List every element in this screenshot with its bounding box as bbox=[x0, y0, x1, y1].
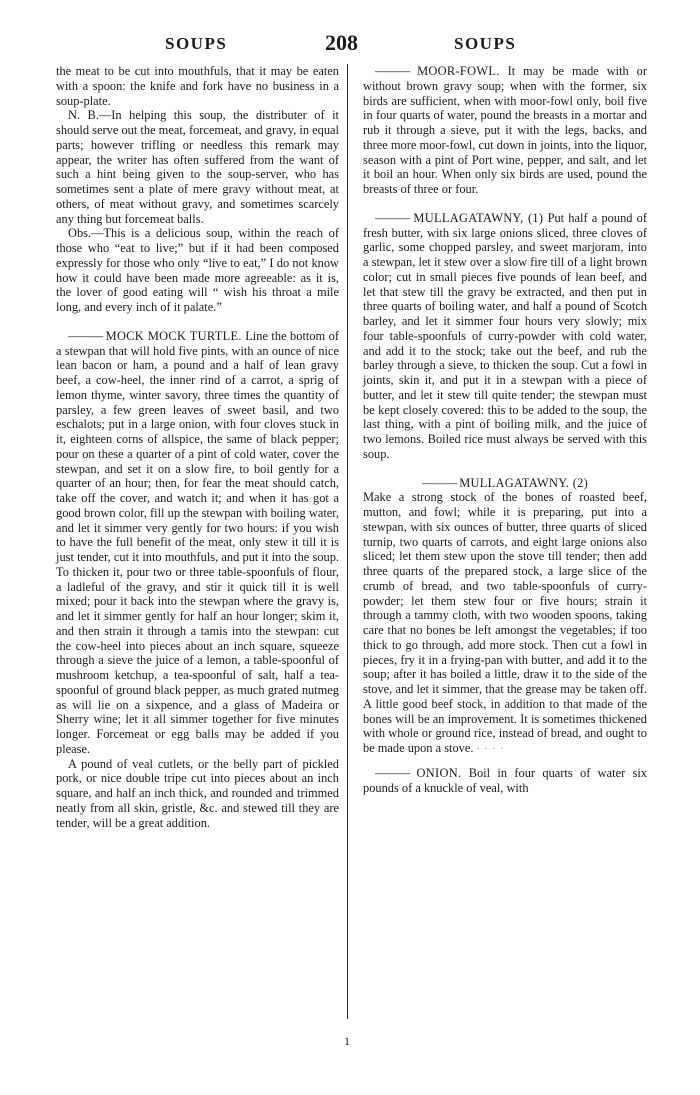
recipe-mullagatawny-2-body bbox=[363, 490, 647, 758]
paragraph-continuation: the meat to be cut into mouthfuls, that it may be eaten with a spoon: the knife and fork have no business in a soup-plate. bbox=[56, 64, 339, 108]
recipe-onion bbox=[363, 766, 647, 796]
recipe-dash: ——— bbox=[375, 210, 410, 225]
running-header bbox=[0, 30, 700, 56]
header-right-title: SOUPS bbox=[454, 34, 517, 53]
recipe-moor-fowl bbox=[363, 64, 647, 197]
recipe-mock-mock-turtle bbox=[56, 329, 339, 757]
spacer bbox=[363, 462, 647, 476]
spacer bbox=[363, 197, 647, 211]
recipe-body: Boil in four quarts of water six pounds of a knuckle of veal, with bbox=[363, 765, 647, 795]
recipe-dash: ——— bbox=[421, 475, 457, 490]
recipe-title: MOOR-FOWL. bbox=[417, 64, 500, 78]
page-number: 208 bbox=[325, 30, 358, 55]
spacer bbox=[363, 758, 647, 766]
recipe-title: MULLAGATAWNY. (2) bbox=[459, 475, 589, 490]
recipe-title: MOCK MOCK TURTLE. bbox=[105, 328, 242, 343]
right-column bbox=[363, 64, 647, 795]
recipe-mullagatawny-2-heading bbox=[363, 476, 647, 491]
signature-mark: 1 bbox=[344, 1034, 350, 1048]
recipe-dash: ——— bbox=[375, 64, 410, 78]
recipe-mullagatawny-1 bbox=[363, 211, 647, 462]
recipe-title: MULLAGATAWNY, (1) bbox=[413, 210, 544, 225]
recipe-body: Make a strong stock of the bones of roasted beef, mutton, and fowl; while it is preparing, put into a stewpan, with six ounces of butter, three quarts of sliced turnip, two quarts of carrots, and eight large onions also sliced; let them stew upon the stove till tender; then add three quarts of the prepared stock, a large slice of the crumb of bread, and two table-spoonfuls of curry-powder; let them stew four or five hours; strain it through a tammy cloth, with two wooden spoons, taking care that no bones be left amongst the vegetables; if too thick to go through, add more stock. Then cut a fowl in pieces, fry it in a frying-pan with butter, and add it to the soup; after it has boiled a little, draw it to the side of the stove, and let it simmer, that the grease may be taken off. A little good beef stock, in addition to that made of the bones will be an improvement. It is sometimes thickened with whole or ground rice, instead of bread, and ought to be made upon a stove. bbox=[363, 490, 647, 755]
recipe-body: Put half a pound of fresh butter, with six large onions sliced, three cloves of garlic, some chopped parsley, and sweet marjoram, into a stewpan, let it stew over a slow fire till of a light brown color; cut in small pieces five pounds of lean beef, and let that stew till the gravy be extracted, and then put in three quarts of boiling water, and half a pound of Scotch barley, and let it simmer four hours very slowly; mix four table-spoonfuls of curry-powder with cold water, and add it to the stock; take out the beef, and rub the barley through a sieve, to thicken the soup. Cut a fowl in joints, skin it, and put it in a stewpan with a piece of butter, and let it stew till quite tender; the stewpan must be kept closely covered: this to be added to the soup, the last thing, with a pint of boiling milk, and the juice of two lemons. Boiled rice must always be served with this soup. bbox=[363, 210, 647, 461]
left-column bbox=[56, 64, 339, 830]
paragraph-nb-note: N. B.—In helping this soup, the distributer of it should serve out the meat, forcemeat, and gravy, in equal parts; however trifling or needless this remark may appear, the writer has often suffered from the want of such a hint being given to the soup-server, who has sometimes sent a plate of mere gravy without meat, at others, of meat without gravy, and sometimes scarcely any thing but forcemeat balls. bbox=[56, 108, 339, 226]
column-divider bbox=[347, 64, 348, 1019]
paragraph-observation: Obs.—This is a delicious soup, within the reach of those who “eat to live;” but if it had been composed expressly for those who only “live to eat,” I do not know how it could have been made more agreeable: as it is, the lover of good eating will “ wish his throat a mile long, and every inch of it palate.” bbox=[56, 226, 339, 314]
header-left-title: SOUPS bbox=[165, 34, 228, 53]
recipe-title: ONION. bbox=[416, 765, 462, 780]
recipe-body: It may be made with or without brown gravy soup; when with the former, six birds are sufficient, when with moor-fowl only, boil five in four quarts of water, pound the breasts in a mortar and rub it through a sieve, put it with the legs, backs, and three more moor-fowl, cut down in joints, into the liquor, season with a pint of Port wine, pepper, and salt, and let it boil an hour. When only six birds are used, pound the breasts of three or four. bbox=[363, 64, 647, 196]
paragraph-veal-addition: A pound of veal cutlets, or the belly part of pickled pork, or nice double tripe cut into pieces about an inch square, and half an inch thick, and rounded and trimmed neatly from all skin, gristle, &c. and stewed till they are tender, will be a great addition. bbox=[56, 756, 339, 830]
spacer bbox=[56, 315, 339, 329]
recipe-dash: ——— bbox=[68, 328, 103, 343]
recipe-body: Line the bottom of a stewpan that will hold five pints, with an ounce of nice lean bacon or ham, a pound and a half of lean gravy beef, a cow-heel, the inner rind of a carrot, a sprig of lemon thyme, winter savory, three times the quantity of parsley, a few green leaves of sweet basil, and two eschalots; put in a large onion, with four cloves stuck in it, eighteen corns of allspice, the same of black pepper; pour on these a quarter of a pint of cold water, cover the stewpan, and set it on a slow fire, to boil gently for a quarter of an hour; then, for fear the meat should catch, take off the cover, and watch it; and when it has got a good brown color, fill up the stewpan with boiling water, and let it simmer very gently for two hours: if you wish to have the full benefit of the meat, only stew it till it is just tender, cut it into mouthfuls, and put it into the soup. To thicken it, pour two or three table-spoonfuls of flour, a ladleful of the gravy, and stir it quick till it is well mixed; pour it back into the stewpan where the gravy is, and let it simmer gently for half an hour longer; skim it, and then strain it through a tamis into the stewpan: cut the cow-heel into pieces about an inch square, squeeze through a sieve the juice of a lemon, a table-spoonful of mushroom ketchup, a tea-spoonful of salt, half a tea-spoonful of ground black pepper, as much grated nutmeg as will lie on a sixpence, and a glass of Madeira or Sherry wine; let it all simmer together for five minutes longer. Forcemeat or egg balls may be added if you please. bbox=[56, 328, 339, 756]
recipe-dash: ——— bbox=[375, 765, 410, 780]
ink-smudge: · · · · bbox=[476, 744, 505, 755]
